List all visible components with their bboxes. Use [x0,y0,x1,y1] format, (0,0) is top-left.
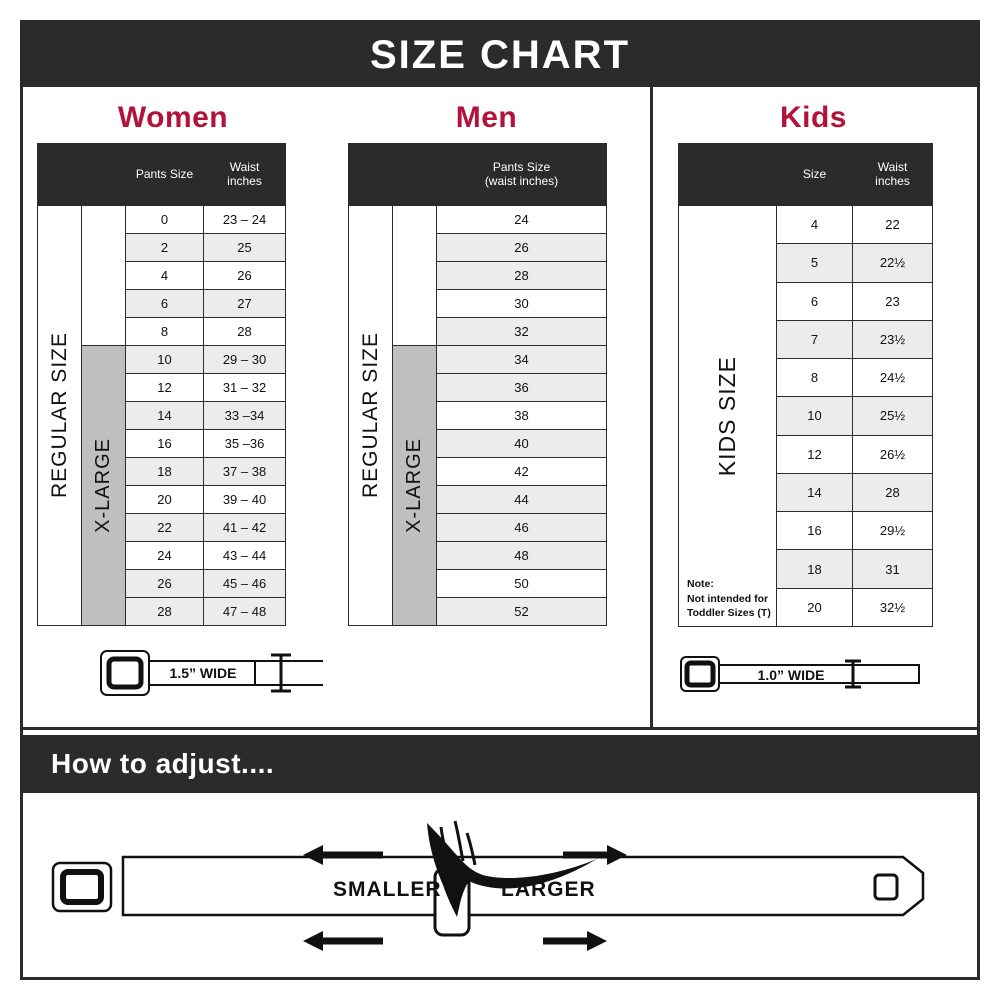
label-smaller: SMALLER [333,878,442,901]
women-col-header-waist: Waist inches [204,144,286,206]
kids-cell-waist: 32½ [853,588,933,626]
women-cell-size: 12 [126,374,204,402]
arrow-right-lower-icon [543,931,607,951]
panel-women-header [23,87,323,133]
men-col-header-line1: Pants Size [492,159,551,174]
men-cell-size: 26 [437,234,607,262]
women-band-xlarge-label: X-LARGE [92,438,114,533]
men-cell-size: 52 [437,598,607,626]
howto-body [23,793,977,977]
women-cell-size: 2 [126,234,204,262]
kids-note [685,577,771,620]
kids-col-header-size: Size [777,144,853,206]
women-cell-size: 10 [126,346,204,374]
men-col-header-line2: (waist inches) [484,173,559,188]
kids-cell-waist: 31 [853,550,933,588]
men-cell-size: 36 [437,374,607,402]
women-cell-size: 28 [126,598,204,626]
kids-size-table [678,143,933,627]
men-cell-size: 28 [437,262,607,290]
women-cell-size: 20 [126,486,204,514]
kids-cell-waist: 22 [853,206,933,244]
women-cell-size: 0 [126,206,204,234]
women-size-table [37,143,286,626]
women-band-xlarge [82,346,126,626]
women-band-header-regular [38,144,82,206]
women-cell-size: 14 [126,402,204,430]
women-belt-width-graphic [23,639,323,709]
women-band-regular [38,206,82,626]
kids-note-line3: Toddler Sizes (T) [687,606,771,619]
men-cell-size: 30 [437,290,607,318]
table-row [349,206,607,234]
men-band-spacer-top [393,206,437,346]
women-cell-size: 4 [126,262,204,290]
panel-men-title: Men [455,101,518,134]
men-band-header-regular [349,144,393,206]
panel-men [323,87,653,727]
belt-svg-kids [653,639,974,709]
kids-cell-waist: 23½ [853,320,933,358]
table-header-row [349,144,607,206]
panel-women [23,87,323,727]
kids-cell-size: 20 [777,588,853,626]
kids-cell-waist: 22½ [853,244,933,282]
title-bar [23,23,977,87]
women-cell-size: 26 [126,570,204,598]
women-cell-waist: 31 – 32 [204,374,286,402]
kids-cell-waist: 28 [853,473,933,511]
table-header-row [38,144,286,206]
panel-kids-title: Kids [779,101,847,134]
men-cell-size: 42 [437,458,607,486]
panel-kids [653,87,974,727]
men-band-regular-label: REGULAR SIZE [358,332,382,499]
belt-svg-women [23,639,323,709]
kids-table-wrapper [678,143,933,627]
women-band-header-xlarge [82,144,126,206]
women-cell-size: 24 [126,542,204,570]
men-band-header-xlarge [393,144,437,206]
women-col-header-pants-size: Pants Size [126,144,204,206]
women-cell-size: 18 [126,458,204,486]
women-cell-waist: 41 – 42 [204,514,286,542]
kids-note-line2: Not intended for [687,592,769,605]
women-cell-waist: 29 – 30 [204,346,286,374]
kids-cell-waist: 24½ [853,359,933,397]
men-band-xlarge [393,346,437,626]
table-row [679,206,933,244]
women-cell-waist: 28 [204,318,286,346]
kids-note-line1: Note: [687,578,714,591]
women-cell-size: 16 [126,430,204,458]
men-cell-size: 44 [437,486,607,514]
panel-kids-header [653,87,974,133]
women-cell-waist: 25 [204,234,286,262]
table-row [38,206,286,234]
men-table-wrapper [348,143,607,626]
women-table-wrapper [37,143,286,626]
kids-band-header [679,144,777,206]
men-cell-size: 46 [437,514,607,542]
women-cell-waist: 45 – 46 [204,570,286,598]
kids-cell-size: 12 [777,435,853,473]
women-cell-waist: 47 – 48 [204,598,286,626]
women-cell-waist: 39 – 40 [204,486,286,514]
panel-divider [23,727,977,730]
kids-belt-width-label: 1.0” WIDE [757,667,825,683]
howto-bar [23,735,977,793]
women-cell-waist: 26 [204,262,286,290]
kids-cell-waist: 29½ [853,512,933,550]
kids-band-label: KIDS SIZE [714,355,740,477]
arrow-left-lower-icon [303,931,383,951]
men-cell-size: 50 [437,570,607,598]
men-cell-size: 40 [437,430,607,458]
men-cell-size: 38 [437,402,607,430]
kids-band [679,206,777,627]
size-panels [23,87,977,727]
kids-cell-waist: 25½ [853,397,933,435]
women-cell-waist: 43 – 44 [204,542,286,570]
men-cell-size: 24 [437,206,607,234]
men-cell-size: 34 [437,346,607,374]
kids-cell-size: 10 [777,397,853,435]
women-cell-waist: 23 – 24 [204,206,286,234]
men-cell-size: 48 [437,542,607,570]
women-cell-waist: 37 – 38 [204,458,286,486]
howto-illustration [23,793,977,977]
women-belt-width-label: 1.5” WIDE [169,665,237,681]
kids-col-header-waist: Waist inches [853,144,933,206]
kids-cell-size: 8 [777,359,853,397]
women-cell-waist: 27 [204,290,286,318]
kids-cell-waist: 23 [853,282,933,320]
women-cell-waist: 33 –34 [204,402,286,430]
kids-belt-width-graphic [653,639,974,709]
kids-cell-waist: 26½ [853,435,933,473]
kids-cell-size: 18 [777,550,853,588]
kids-cell-size: 7 [777,320,853,358]
kids-cell-size: 6 [777,282,853,320]
men-cell-size: 32 [437,318,607,346]
men-col-header-pants-size [437,144,607,206]
kids-cell-size: 16 [777,512,853,550]
women-cell-size: 22 [126,514,204,542]
kids-cell-size: 14 [777,473,853,511]
table-header-row [679,144,933,206]
women-cell-size: 8 [126,318,204,346]
page-title: SIZE CHART [370,32,630,77]
panel-women-title: Women [117,101,229,134]
women-band-spacer-top [82,206,126,346]
howto-heading: How to adjust.... [51,748,275,779]
panel-men-header [323,87,650,133]
kids-cell-size: 4 [777,206,853,244]
women-cell-waist: 35 –36 [204,430,286,458]
men-band-xlarge-label: X-LARGE [403,438,425,533]
label-larger: LARGER [501,878,596,901]
men-band-regular [349,206,393,626]
women-band-regular-label: REGULAR SIZE [47,332,71,499]
men-size-table [348,143,607,626]
women-cell-size: 6 [126,290,204,318]
kids-cell-size: 5 [777,244,853,282]
